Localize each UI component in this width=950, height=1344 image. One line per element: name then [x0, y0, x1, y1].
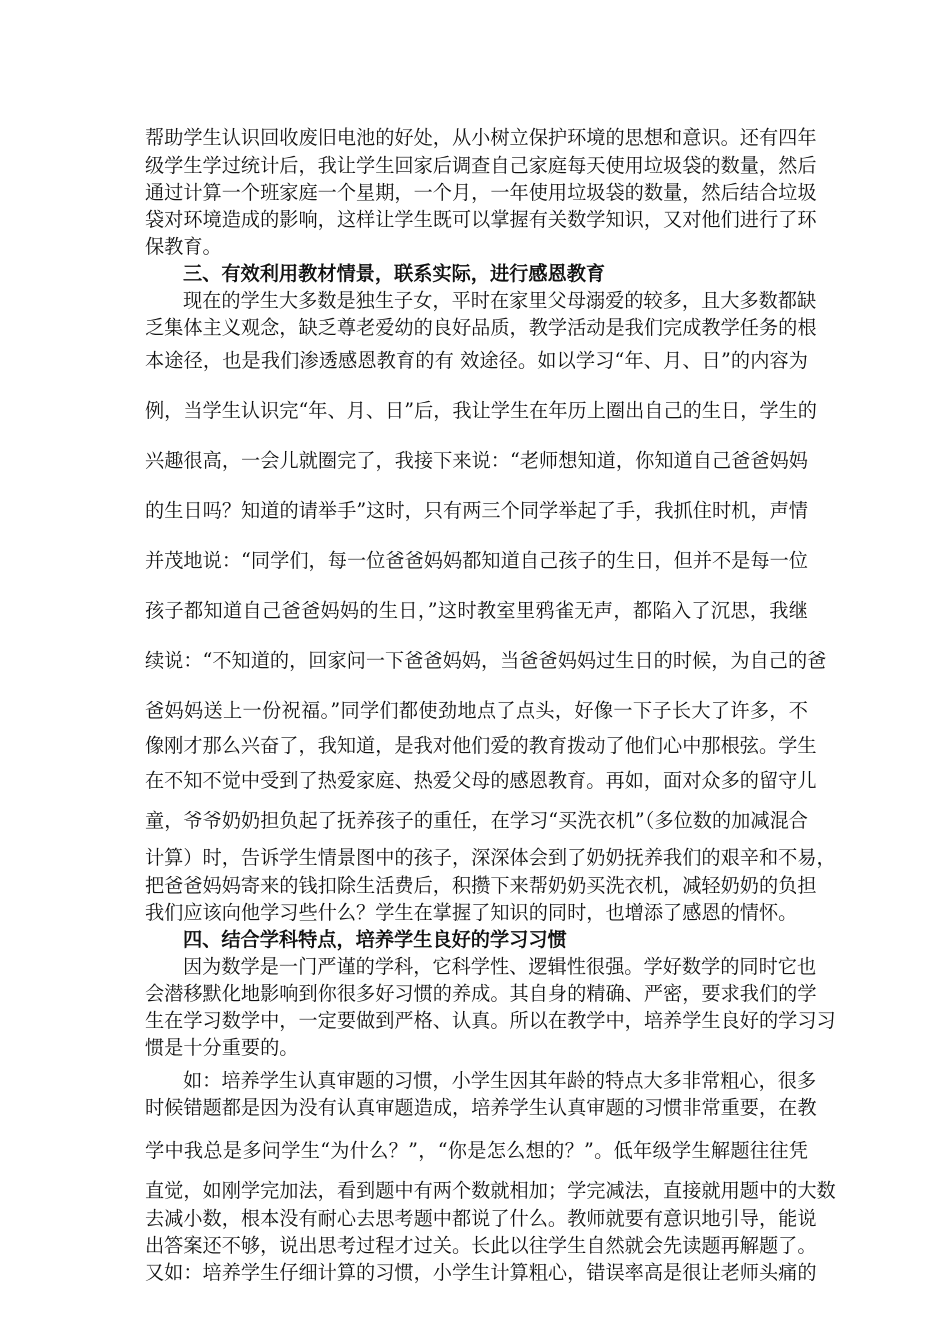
paragraph-line: 例，当学生认识完“年、月、日”后，我让学生在年历上圈出自己的生日，学生的: [145, 399, 817, 422]
paragraph-line: 通过计算一个班家庭一个星期，一个月，一年使用垃圾袋的数量，然后结合垃圾: [145, 181, 817, 204]
paragraph-line: 在不知不觉中受到了热爱家庭、热爱父母的感恩教育。再如，面对众多的留守儿: [145, 769, 817, 792]
paragraph-line: 学中我总是多问学生“为什么？”，“你是怎么想的？”。低年级学生解题往往凭: [145, 1139, 808, 1162]
paragraph-line: 惯是十分重要的。: [145, 1036, 299, 1059]
paragraph-line: 童，爷爷奶奶担负起了抚养孩子的重任，在学习“买洗衣机”（多位数的加减混合: [145, 809, 808, 832]
paragraph-line: 因为数学是一门严谨的学科，它科学性、逻辑性很强。学好数学的同时它也: [183, 955, 817, 978]
paragraph-line: 帮助学生认识回收废旧电池的好处，从小树立保护环境的思想和意识。还有四年: [145, 126, 817, 149]
paragraph-line: 级学生学过统计后，我让学生回家后调查自己家庭每天使用垃圾袋的数量，然后: [145, 154, 817, 177]
paragraph-line: 现在的学生大多数是独生子女，平时在家里父母溺爱的较多，且大多数都缺: [183, 289, 817, 312]
paragraph-line: 爸妈妈送上一份祝福。”同学们都使劲地点了点头，好像一下子长大了许多，不: [145, 699, 808, 722]
section-heading-4: 四、结合学科特点，培养学生良好的学习习惯: [183, 928, 567, 951]
paragraph-line: 又如：培养学生仔细计算的习惯，小学生计算粗心，错误率高是很让老师头痛的: [145, 1261, 817, 1284]
paragraph-line: 兴趣很高，一会儿就圈完了，我接下来说：“老师想知道，你知道自己爸爸妈妈: [145, 449, 808, 472]
paragraph-line: 孩子都知道自己爸爸妈妈的生日，”这时教室里鸦雀无声，都陷入了沉思，我继: [145, 599, 808, 622]
paragraph-line: 出答案还不够，说出思考过程才过关。长此以往学生自然就会先读题再解题了。: [145, 1234, 817, 1257]
paragraph-line: 时候错题都是因为没有认真审题造成，培养学生认真审题的习惯非常重要，在教: [145, 1096, 817, 1119]
paragraph-line: 会潜移默化地影响到你很多好习惯的养成。其自身的精确、严密，要求我们的学: [145, 982, 817, 1005]
paragraph-line: 生在学习数学中，一定要做到严格、认真。所以在教学中，培养学生良好的学习习: [145, 1009, 836, 1032]
paragraph-line: 直觉，如刚学完加法，看到题中有两个数就相加；学完减法，直接就用题中的大数: [145, 1179, 836, 1202]
paragraph-line: 本途径，也是我们渗透感恩教育的有 效途径。如以学习“年、月、日”的内容为: [145, 349, 808, 372]
paragraph-line: 的生日吗？知道的请举手”这时，只有两三个同学举起了手，我抓住时机，声情: [145, 499, 808, 522]
paragraph-line: 乏集体主义观念，缺乏尊老爱幼的良好品质，教学活动是我们完成教学任务的根: [145, 316, 817, 339]
paragraph-line: 保教育。: [145, 235, 222, 258]
paragraph-line: 续说：“不知道的，回家问一下爸爸妈妈，当爸爸妈妈过生日的时候，为自己的爸: [145, 649, 827, 672]
paragraph-line: 去减小数，根本没有耐心去思考题中都说了什么。教师就要有意识地引导，能说: [145, 1207, 817, 1230]
section-heading-3: 三、有效利用教材情景，联系实际，进行感恩教育: [183, 262, 606, 285]
paragraph-line: 把爸爸妈妈寄来的钱扣除生活费后，积攒下来帮奶奶买洗衣机，减轻奶奶的负担: [145, 874, 817, 897]
paragraph-line: 像刚才那么兴奋了，我知道，是我对他们爱的教育拨动了他们心中那根弦。学生: [145, 734, 817, 757]
paragraph-line: 我们应该向他学习些什么？学生在掌握了知识的同时，也增添了感恩的情怀。: [145, 901, 798, 924]
paragraph-line: 计算）时，告诉学生情景图中的孩子，深深体会到了奶奶抚养我们的艰辛和不易，: [145, 846, 836, 869]
paragraph-line: 袋对环境造成的影响，这样让学生既可以掌握有关数学知识，又对他们进行了环: [145, 208, 817, 231]
paragraph-line: 并茂地说：“同学们，每一位爸爸妈妈都知道自己孩子的生日，但并不是每一位: [145, 549, 808, 572]
paragraph-line: 如：培养学生认真审题的习惯，小学生因其年龄的特点大多非常粗心，很多: [183, 1069, 817, 1092]
